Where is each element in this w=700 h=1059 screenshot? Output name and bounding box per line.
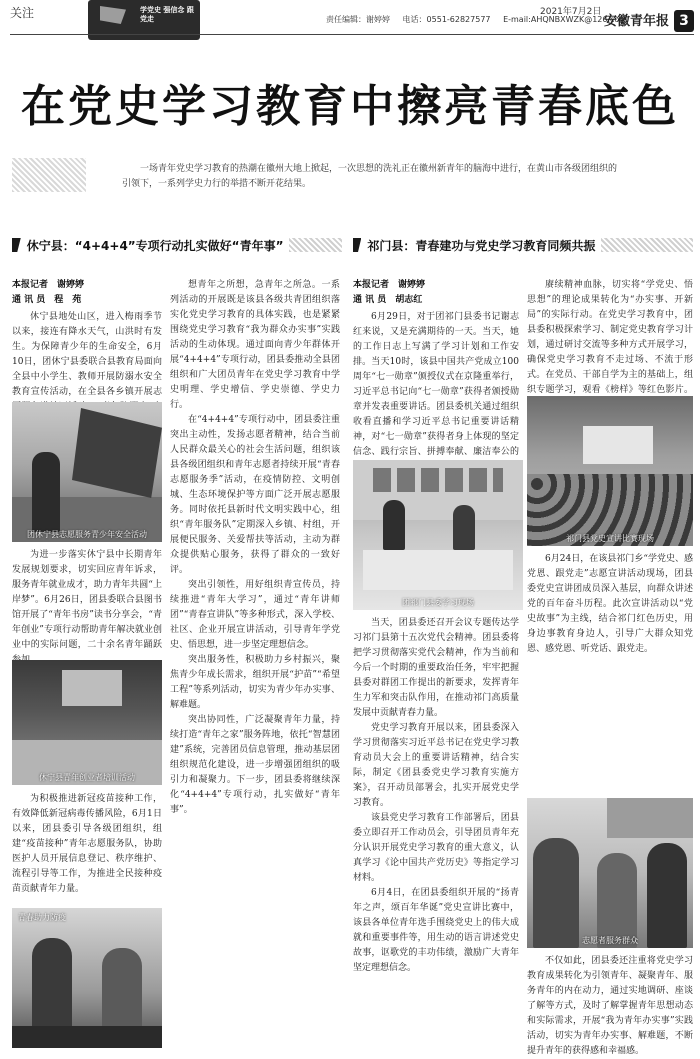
- photo-caption: 团祁门县委学习现场: [402, 598, 474, 607]
- person-silhouette: [647, 843, 687, 948]
- right-story-title-bar: [353, 236, 693, 254]
- paragraph: 突出协同性，广泛凝聚青年力量，持续打造“青年之家”服务阵地，依托“智慧团建”系统，完善团员信息管理，推动基层团组织规范化建设，进一步增强团组织的吸引力和凝聚力。下一步，团县委将继续深化“4+4+4”专项行动，扎实做好“青年事”。: [170, 715, 340, 815]
- photo-study-session: [353, 460, 523, 610]
- paragraph: 6月24日，在该县祁门乡“学党史、感党恩、跟党走”志愿宣讲活动现场，团县委党史宣讲团成员深入基层，向群众讲述党的百年奋斗历程。此次宣讲活动以“党史故事”为主线，结合祁门红色历史，用身边事教育身边人，引导广大群众知党恩、感党恩、听党话、跟党走。: [527, 554, 693, 654]
- person-silhouette: [32, 938, 72, 1028]
- editor-phone: 电话：0551-62827577: [402, 15, 491, 24]
- page-number: 3: [674, 10, 694, 32]
- paragraph: 想青年之所想，急青年之所急。一系列活动的开展既是该县各级共青团组织落实化党史学习教育的具体实践，也是紧紧围绕党史学习教育“我为群众办实事”实践活动的生动体现。通过面向青少年群体开展“4+4+4”专项行动，团县委推动全县团组织和广大团员青年在党史学习教育中学史明理、学史增信、学史崇德、学史力行。: [170, 280, 340, 410]
- right-story-title: 祁门县：青春建功与党史学习教育同频共振: [367, 238, 596, 253]
- paragraph: 休宁县地处山区，进入梅雨季节以来，接连有降水天气，山洪时有发生。为保障青少年的生命安全，6月10日，团休宁县委联合县教育局面向全县中小学生、教师开展防溺水安全教育宣传活动，在全县各乡镇开展志: [12, 312, 162, 397]
- byline-correspondent: 通 讯 员 胡志红: [353, 295, 423, 305]
- photo-anti-drowning: [12, 402, 162, 542]
- photo-vaccination: [12, 908, 162, 1048]
- editor-name: 责任编辑：谢婷婷: [326, 15, 390, 24]
- screen-shape: [62, 670, 122, 706]
- left-byline: [12, 278, 84, 308]
- paragraph: 突出服务性，积极助力乡村振兴，聚焦青少年成长需求，组织开展“护苗”“希望工程”等系列活动，切实为青少年办实事、解难题。: [170, 655, 340, 710]
- photo-caption: 团休宁县志愿服务青少年安全活动: [27, 530, 147, 539]
- header-divider: [10, 34, 694, 35]
- left-col1-text: [12, 310, 162, 400]
- right-byline: [353, 278, 425, 308]
- flag-icon: [72, 408, 162, 498]
- paragraph: 为积极推进新冠疫苗接种工作，有效降低新冠病毒传播风险，6月1日以来，团县委引导各级团组织，组建“疫苗接种”青年志愿服务队，协助医护人员开展信息登记、秩序维护、流程引导等工作，为推进全民接种疫苗贡献青年力量。: [12, 794, 162, 894]
- title-marker-icon: [353, 238, 361, 252]
- logo-slogan: 学党史 强信念 跟党走: [140, 6, 194, 23]
- right-col2b-text: [527, 552, 693, 794]
- byline-correspondent: 通 讯 员 程 苑: [12, 295, 82, 305]
- left-col2-text: [170, 278, 340, 1048]
- photo-caption: 志愿者服务群众: [582, 936, 638, 945]
- paragraph: 当天，团县委还召开会议专题传达学习祁门县第十五次党代会精神。团县委将把学习贯彻落实党代会精神，作为当前和今后一个时期的重要政治任务，牢牢把握县委对群团工作提出的新要求，发挥青年生力军和突击队作用，在推动祁门高质量发展中贡献青春力量。: [353, 618, 519, 718]
- screen-shape: [583, 426, 653, 464]
- right-col2c-text: [527, 954, 693, 1056]
- paragraph: 党史学习教育开展以来，团县委深入学习贯彻落实习近平总书记在党史学习教育动员大会上的重要讲话精神，结合实际，制定《团县委党史学习教育实施方案》，召开动员部署会，扎实开展党史学习教育。: [353, 723, 519, 808]
- paragraph: 为进一步落实休宁县中长期青年发展规划要求，切实回应青年诉求，服务青年就业成才，助力青年共圆“上岸梦”。6月26日，团县委联合县图书馆开展了“青年书房”读书分享会，“青年创业”专项行动帮助青年解决就业创业中的实际问题，二十余名青年踊跃: [12, 550, 162, 650]
- issue-date: 2021年7月2日: [540, 7, 602, 17]
- paragraph: 不仅如此，团县委还注重将党史学习教育成果转化为引领青年、凝聚青年、服务青年的内在动力，通过实地调研、座谈了解等方式，及时了解掌握青年思想动态和实际需求，开展“我为青年办实事”实践活动，切实为青年办实事、解难题，不断提升青年的获得感和幸福感。: [527, 956, 693, 1056]
- person-silhouette: [533, 838, 579, 948]
- photo-caption: 祁门县党史宣讲比赛现场: [566, 534, 654, 543]
- person-silhouette: [597, 853, 637, 948]
- right-col1b-text: [353, 616, 519, 1048]
- photo-training: [12, 660, 162, 785]
- person-silhouette: [102, 948, 142, 1028]
- paragraph: 突出引领性，用好组织青宣传员，持续推进“青年大学习”，通过“青年讲师团”“青春宣讲队”等多种形式，深入学校、社区、企业开展宣讲活动，引导青年学党史、悟思想，进一步坚定理想信念。: [170, 580, 340, 650]
- wall-frames: [373, 468, 503, 492]
- newspaper-name: 安徽青年报: [604, 14, 670, 29]
- byline-reporter: 本报记者 谢婷婷: [353, 280, 426, 290]
- title-marker-icon: [12, 238, 21, 252]
- intro-paragraph: 一场青年党史学习教育的热潮在徽州大地上掀起，一次思想的洗礼正在徽州新青年的脑海中进行，在黄山市各级团组织的引领下，一系列学史力行的举措不断开花结果。: [122, 164, 618, 189]
- page-headline: 在党史学习教育中擦亮青春底色: [21, 81, 679, 132]
- right-col1-text: [353, 310, 519, 456]
- photo-caption: 青春助力防疫: [18, 913, 66, 922]
- title-stripes: [601, 238, 693, 252]
- person-silhouette: [453, 505, 475, 550]
- left-story-title-bar: [12, 236, 342, 254]
- intro-decoration: [12, 158, 86, 192]
- flag-icon: [100, 6, 126, 24]
- photo-caption: 休宁县青年创业者培训活动: [39, 773, 135, 782]
- person-silhouette: [32, 452, 60, 532]
- paragraph: 在“4+4+4”专项行动中，团县委注重突出主动性，发扬志愿者精神，结合当前人民群众最关心的社会生活问题，组织该县各级团组织和青年志愿者持续开展“青春志愿服务季”活动，在疫情防控、文明创城、生态环境保护等方面广泛开展志愿服务。同时依托县新时代文明实践中心，组织“青年服务队”定期深入乡镇、村组，开展便民服务、关爱帮扶等活动，主动为群众提供贴心服务，获得了群众的一致好评。: [170, 415, 340, 575]
- paragraph: 6月29日，对于团祁门县委书记谢志红来说，又是充满期待的一天。当天，她的工作日志上写满了学习计划和工作安排。当天10时，该县中国共产党成立100周年“七一勋章”颁授仪式在京隆重举行，习近平总书记向“七一勋章”获得者颁授勋章并发表重要讲话。团县委机关通过组织收看直播和学习近平总书记重要讲话精神，对“七一勋章”获得者身上体现的坚定信念、践行宗旨、拼搏奉献、廉洁奉公的: [353, 312, 519, 457]
- left-story-title: 休宁县：“4+4+4”专项行动扎实做好“青年事”: [26, 238, 284, 253]
- paragraph: 该县党史学习教育工作部署后，团县委立即召开工作动员会，引导团员青年充分认识开展党史学习教育的重大意义，认真学习《论中国共产党历史》等指定学习材料。: [353, 813, 519, 883]
- photo-volunteers: [527, 798, 693, 948]
- paragraph: 6月4日，在团县委组织开展的“扬青年之声，颂百年华诞”党史宣讲比赛中，该县各单位青年选手围绕党史上的伟大成就和重要事件等，用生动的语言讲述党史故事，讴歌党的丰功伟绩，激励广大青年坚定理想信念。: [353, 888, 519, 973]
- right-col2-text: [527, 278, 693, 395]
- paragraph: 赓续精神血脉，切实将“学党史、悟思想”的理论成果转化为“办实事、开新局”的实际行动。在党史学习教育中，团县委积极探索学习、制定党史教育学习计划，通过研讨交流等多种方式开展学习，确保党史学习教育不走过场、不流于形式。在党员、干部自学为主的基础上，组织专题学习，观看《榜样》等红色影片。: [527, 280, 693, 395]
- photo-speech-contest: [527, 396, 693, 546]
- left-col1c-text: [12, 792, 162, 904]
- editor-email: E-mail:AHQNBXWZK@126.com: [503, 15, 628, 24]
- person-silhouette: [383, 500, 405, 550]
- title-stripes: [289, 238, 342, 252]
- section-label: 关注: [10, 6, 35, 20]
- left-col1b-text: [12, 548, 162, 656]
- byline-reporter: 本报记者 谢婷婷: [12, 280, 85, 290]
